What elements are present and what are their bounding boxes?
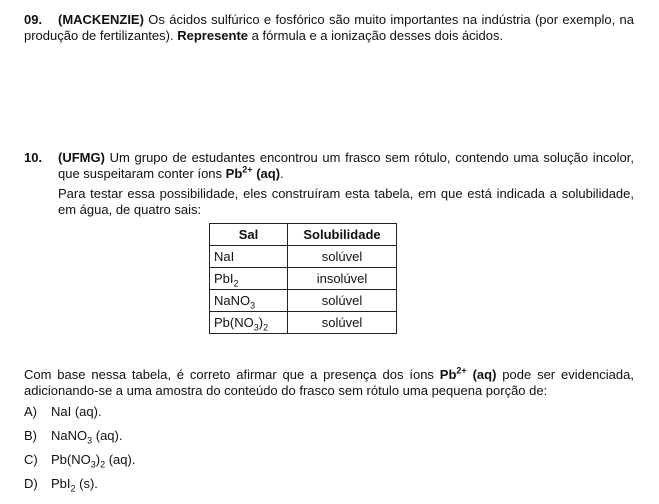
salt-cell: $Pb(NO_3)_2$ <box>210 312 288 334</box>
option-c[interactable] <box>24 452 135 476</box>
question-paragraph-2: Para testar essa possibilidade, eles construíram esta tabela, em que está indicada a solubilidade, em água, de quatro sais: <box>58 186 634 217</box>
question-number: 10. <box>24 150 43 165</box>
ion-symbol: Pb <box>225 166 243 181</box>
option-letter: B) <box>24 428 37 443</box>
question-number: 09. <box>24 12 43 27</box>
table-header-row <box>210 224 397 246</box>
option-text: NaNO$_3$ (aq). <box>51 428 123 446</box>
stem-text: pode ser evidenciada, adicionando-se a uma amostra do conteúdo do frasco sem rótulo uma pequena porção de: <box>24 367 634 398</box>
answer-options <box>24 404 135 500</box>
question-stem <box>24 367 634 399</box>
period: . <box>280 166 284 181</box>
option-text: $Pb(NO_3)_2$ (aq). <box>51 452 136 470</box>
question-9 <box>24 12 634 44</box>
question-text: Os ácidos sulfúrico e fosfórico são muito importantes na indústria (por exemplo, na produção de fertilizantes). <box>24 12 634 43</box>
stem-text: Com base nessa tabela, é correto afirmar que a presença dos íons <box>24 367 434 382</box>
table-row <box>210 268 397 290</box>
header-solubility: Solubilidade <box>288 224 397 246</box>
ion-state: (aq) <box>472 367 497 382</box>
question-text: a fórmula e a ionização desses dois ácidos. <box>251 28 504 43</box>
ion-charge: 2+ <box>242 164 253 175</box>
instruction-verb: Represente <box>177 28 249 43</box>
question-source: (MACKENZIE) <box>58 12 144 27</box>
option-a[interactable] <box>24 404 135 428</box>
option-b[interactable] <box>24 428 135 452</box>
solubility-cell: solúvel <box>288 246 397 268</box>
option-d[interactable] <box>24 476 135 500</box>
salt-cell: NaI <box>210 246 288 268</box>
solubility-cell: insolúvel <box>288 268 397 290</box>
ion-charge: 2+ <box>456 365 467 376</box>
header-salt: Sal <box>210 224 288 246</box>
option-text: NaI (aq). <box>51 404 102 419</box>
table-row <box>210 312 397 334</box>
question-text: Um grupo de estudantes encontrou um frasco sem rótulo, contendo uma solução incolor, que suspeitaram conter íons <box>58 150 634 181</box>
ion-symbol: Pb <box>439 367 457 382</box>
salt-cell: NaNO$_3$ <box>210 290 288 312</box>
solubility-cell: solúvel <box>288 290 397 312</box>
ion-state: (aq) <box>256 166 281 181</box>
salt-cell: PbI$_2$ <box>210 268 288 290</box>
question-source: (UFMG) <box>58 150 105 165</box>
table-row <box>210 290 397 312</box>
question-10 <box>24 150 634 218</box>
question-paragraph <box>24 150 634 182</box>
option-text: PbI$_2$ (s). <box>51 476 98 494</box>
solubility-cell: solúvel <box>288 312 397 334</box>
option-letter: A) <box>24 404 37 419</box>
solubility-table <box>209 223 397 334</box>
table-row <box>210 246 397 268</box>
option-letter: C) <box>24 452 38 467</box>
option-letter: D) <box>24 476 38 491</box>
